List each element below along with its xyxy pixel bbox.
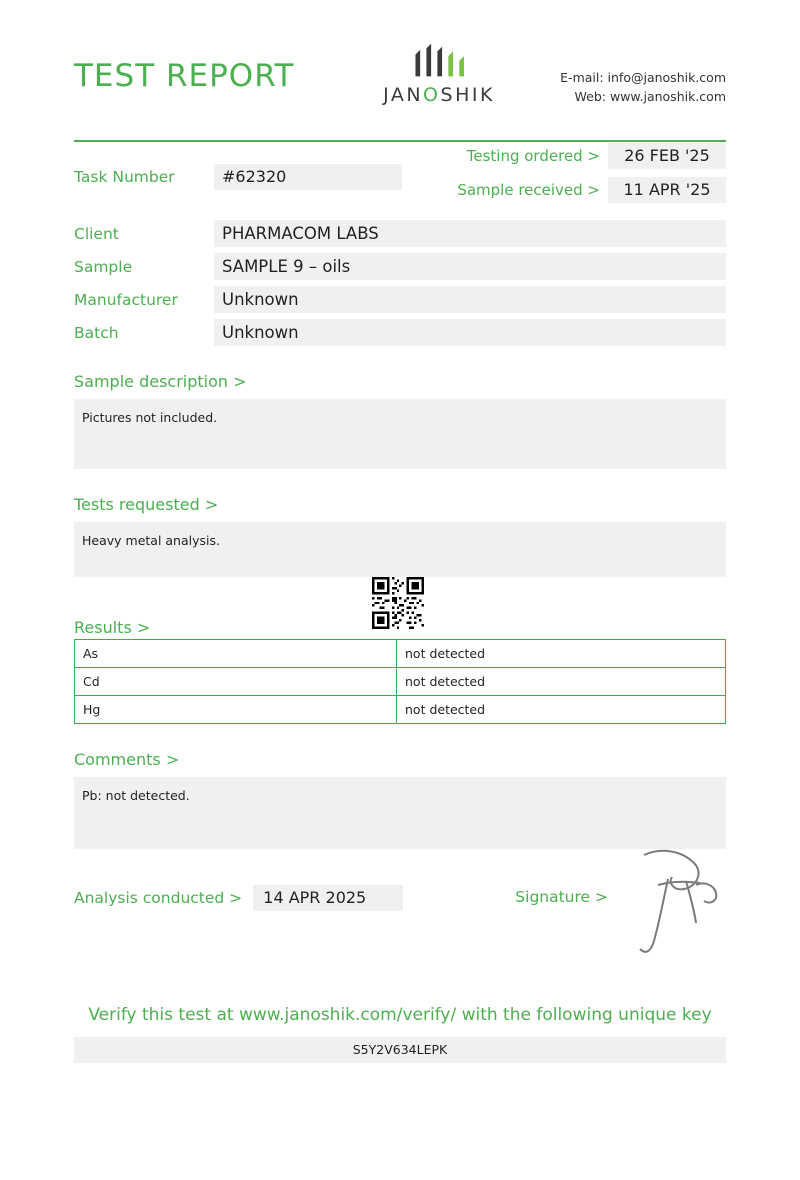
logo-mark-icon [392, 42, 486, 78]
qr-code-icon [372, 577, 424, 629]
analyte-result: not detected [397, 696, 726, 724]
sample-received-row [457, 177, 726, 203]
sample-description-text: Pictures not included. [82, 410, 218, 425]
task-number-label: Task Number [74, 168, 175, 186]
tests-requested-text: Heavy metal analysis. [82, 533, 220, 548]
page-title: TEST REPORT [74, 58, 295, 94]
table-row [75, 696, 726, 724]
testing-ordered-row [457, 143, 726, 169]
analyte-name: Cd [75, 668, 397, 696]
dates-block [457, 143, 726, 211]
sample-description-box [74, 399, 726, 469]
analyte-result: not detected [397, 640, 726, 668]
sample-label: Sample [74, 257, 133, 276]
results-header [74, 599, 726, 639]
info-row-client [74, 220, 726, 247]
sample-value: SAMPLE 9 – oils [214, 253, 726, 280]
results-table [74, 639, 726, 724]
contact-web: Web: www.janoshik.com [574, 89, 726, 104]
analysis-row [74, 885, 726, 925]
info-row-batch [74, 319, 726, 346]
analysis-conducted-value: 14 APR 2025 [253, 885, 403, 911]
batch-label: Batch [74, 323, 119, 342]
analysis-conducted-label: Analysis conducted > [74, 889, 243, 907]
table-row [75, 668, 726, 696]
tests-requested-title: Tests requested > [74, 495, 219, 514]
testing-ordered-label: Testing ordered > [466, 147, 600, 165]
signature-mark [624, 837, 734, 957]
sample-received-value: 11 APR '25 [608, 177, 726, 203]
analyte-name: Hg [75, 696, 397, 724]
client-label: Client [74, 224, 119, 243]
comments-text: Pb: not detected. [82, 788, 190, 803]
task-number-value: #62320 [214, 164, 402, 190]
task-row [74, 146, 726, 199]
batch-value: Unknown [214, 319, 726, 346]
header-divider [74, 140, 726, 142]
manufacturer-label: Manufacturer [74, 290, 178, 309]
verify-text: Verify this test at www.janoshik.com/verify/ with the following unique key [88, 1005, 712, 1025]
testing-ordered-value: 26 FEB '25 [608, 143, 726, 169]
analyte-name: As [75, 640, 397, 668]
contact-email: E-mail: info@janoshik.com [560, 70, 726, 85]
comments-title: Comments > [74, 750, 180, 769]
manufacturer-value: Unknown [214, 286, 726, 313]
results-title: Results > [74, 618, 151, 637]
info-row-manufacturer [74, 286, 726, 313]
tests-requested-box [74, 522, 726, 577]
logo-wordmark: JANOSHIK [383, 84, 495, 106]
unique-key: S5Y2V634LEPK [74, 1037, 726, 1063]
info-row-sample [74, 253, 726, 280]
info-table [74, 220, 726, 346]
sample-description-title: Sample description > [74, 372, 247, 391]
sample-received-label: Sample received > [457, 181, 600, 199]
report-header [74, 42, 726, 134]
table-row [75, 640, 726, 668]
client-value: PHARMACOM LABS [214, 220, 726, 247]
contact-block [560, 68, 726, 106]
signature-label: Signature > [515, 888, 608, 906]
analyte-result: not detected [397, 668, 726, 696]
janoshik-logo [344, 42, 534, 122]
